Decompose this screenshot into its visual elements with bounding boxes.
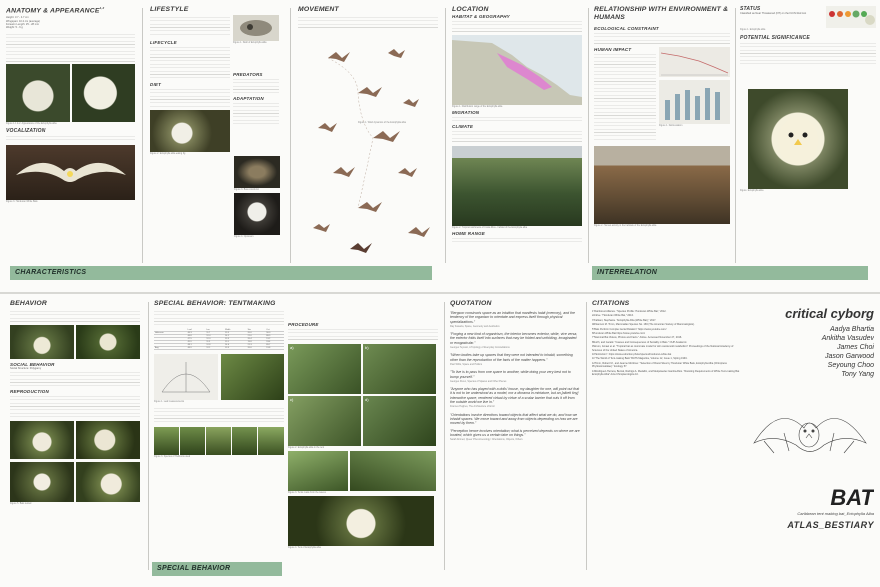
lifecycle-title: LIFECYCLE — [150, 40, 177, 45]
bat-photo-1 — [6, 64, 70, 122]
procedure-title: PROCEDURE — [288, 322, 319, 327]
bat-subtitle: Caribbean tent making bat_Ectophylla Alba — [797, 511, 874, 516]
human-impact-title: HUMAN IMPACT — [594, 47, 632, 52]
social-structure: Social Structure: Polygamy — [10, 367, 42, 370]
divider — [735, 8, 736, 263]
bat-movement-diagram — [298, 33, 438, 267]
quotation-section — [450, 300, 580, 581]
table-cell: 12.4 — [205, 335, 224, 338]
movement-section — [298, 6, 438, 287]
table-cell: 12.0 — [205, 338, 224, 341]
lifestyle-intro-text — [150, 15, 230, 37]
team-member: Ankitha Vasudev — [821, 335, 874, 342]
status-fig2-caption: Figure. Ectophylla alba — [740, 190, 764, 192]
climate-text — [452, 129, 582, 143]
citations-title: CITATIONS — [592, 300, 630, 307]
lifestyle-fig1-caption: Figure 1. Skull of Ectophylla alba — [233, 42, 267, 44]
deforestation-chart — [659, 47, 730, 77]
divider — [142, 8, 143, 263]
table-cell: 13.5 — [224, 332, 247, 335]
citation-item: 12Timm, Robert M., and Jeanne Mortimer. "Selection of Roost Sites by Honduran White Bats, Ectophylla Alba (Chiroptera: Phyllostomatidae)." Ecology 57. — [592, 361, 728, 369]
table-cell: 47.5 — [187, 338, 206, 341]
table-cell: 91.8 — [265, 347, 284, 350]
reproduction-photo-3 — [10, 462, 74, 502]
species-photo — [232, 427, 257, 455]
team-title: critical cyborg — [785, 306, 874, 321]
bat-flight-photo — [6, 145, 135, 200]
quote-item: "Bergson constructs space as an intuition that manifests habit (memory), and the tendency of the organism to orientate and express itself through physical specializations." Ray Kawaza, Space, Geometry and Aesthetics — [450, 311, 580, 329]
stat-height: Height: 3.7 - 4.7 cm — [6, 16, 29, 20]
atlas-title: ATLAS_BESTIARY — [787, 520, 874, 530]
procedure-text — [288, 327, 438, 341]
skull-icon — [233, 15, 279, 41]
citation-item: 8North, and Gerald. "Causes and Consequences of Sociality in Bats." OUP Academic. — [592, 340, 688, 344]
migration-title: MIGRATION — [452, 110, 480, 115]
citation-item: 11"The World of Tent-making Bats" BATS Magazine, Volume 12, Issue 1, Spring 1994. — [592, 357, 688, 361]
table-cell: 89.7 — [265, 344, 284, 347]
quote-source: Frances Hughes, The Architecture of Error — [450, 405, 495, 409]
bat-face-icon — [748, 89, 848, 189]
quote-source: Paul Willis, Space and Politics — [450, 362, 483, 366]
citation-item: 5"Bats Perform Complex Aerial Rotation" https://www.youtube.com/ — [592, 327, 667, 331]
lifestyle-fig2-caption: Figure 2. Ectophylla alba eating fig — [150, 153, 186, 155]
species-photo — [154, 427, 179, 455]
table-cell: 21.3 — [247, 344, 266, 347]
climate-title: CLIMATE — [452, 124, 474, 129]
adaptation-title: ADAPTATION — [233, 96, 264, 101]
table-cell: 14.6 — [224, 344, 247, 347]
relationship-section — [594, 6, 730, 287]
procedure-photo-a — [288, 344, 361, 394]
skull-photo — [233, 15, 279, 41]
map-icon — [452, 35, 582, 105]
tentmaking-fig1-caption: Figure 1. Leaf measurements — [154, 401, 185, 403]
quote-item: "Forging a new kind of organicism, the interior becomes exterior, while, vice versa, the exterior folds itself into surfaces that may be folded and unfolding, invaginated or exogastrular." Georges Teyssot, A Topology of Everyday Constellations — [450, 332, 580, 350]
procedure-fig2-caption: Figure 2. Ectophylla alba in the tent — [288, 447, 325, 449]
boa-photo — [234, 156, 280, 188]
bat-eating-photo — [150, 110, 230, 152]
poster-top-half — [0, 0, 880, 293]
quote-item: "When bodies take up spaces that they were not intended to inhabit, something other than the reproduction of the facts of the matter happens." Paul Willis, Space and Politics — [450, 353, 580, 367]
team-member: Tony Yang — [841, 371, 874, 378]
special-behavior-bar: SPECIAL BEHAVIOR — [152, 562, 282, 576]
location-fig2-caption: Figure 2. Tropical rainforests of Costa Rica - habitat of the Ectophylla alba — [452, 227, 528, 229]
citations-section — [592, 300, 742, 581]
citation-item: 3"Fabiani, Stephanie. "Ectophylla Alba (White Bat)," 2017. — [592, 318, 657, 322]
tent-leaves-photo — [288, 451, 348, 491]
location-fig1-caption: Figure 1. Distribution range of the Ectophylla alba — [452, 106, 503, 108]
divider — [444, 302, 445, 570]
anatomy-photos — [6, 64, 135, 122]
divider — [445, 8, 446, 263]
leaf-icon — [154, 354, 218, 400]
location-section — [452, 6, 582, 287]
table-cell: 46.3 — [187, 332, 206, 335]
migration-text — [452, 115, 582, 122]
quote-item: "Perception hence involves orientation; what is perceived depends on where we are located, which gives us a certain take on things." Sarah Ahmed, Queer Phenomenology: Orientations, Objects, Others — [450, 428, 580, 442]
bat-photo-2 — [72, 64, 135, 122]
procedure-fig3-caption: Figure 3. Tents made from the leaves — [288, 492, 326, 494]
table-header-cell: Leaf — [187, 329, 206, 332]
quote-item: "Orientations involve directions toward objects that affect what we do, and how we inhabit spaces. We move toward and away from objects depending on how we are moved by them." — [450, 412, 578, 426]
bat-title: BAT — [830, 485, 874, 510]
lifecycle-text — [150, 45, 230, 79]
citation-item: 10"Extinction". https://www.extinction.photo/species/honduran-white-bat — [592, 353, 672, 357]
divider — [148, 302, 149, 570]
predators-title: PREDATORS — [233, 72, 263, 77]
iucn-scale-icon — [826, 6, 876, 28]
behavior-photo-1 — [10, 325, 74, 359]
stat-weight: Weight: 5 - 6 g — [6, 26, 23, 30]
procedure-photo-b — [363, 344, 436, 394]
anatomy-fig3-caption: Figure 3. Honduran White Bats — [6, 200, 38, 203]
relationship-fig2-caption: Figure 2. Human activity in the habitats of the Ectophylla alba — [594, 225, 657, 227]
behavior-section — [10, 300, 140, 581]
iucn-status-bar — [826, 6, 876, 28]
lifestyle-fig3-caption: Figure 3. Boa constrictor — [234, 189, 260, 191]
bat-closeup-photo — [748, 89, 848, 189]
table-cell: 20.6 — [247, 347, 266, 350]
table-cell: 11.5 — [205, 341, 224, 344]
table-cell: 45.9 — [187, 341, 206, 344]
tentmaking-title: SPECIAL BEHAVIOR: TENTMAKING — [154, 300, 276, 307]
behavior-fig5-caption: Figure 5. Bats tented — [10, 503, 32, 506]
social-behavior-text — [10, 370, 140, 386]
quote-item: "To live is to pass from one space to another, while doing your very best not to bump yourself." Georges Perec, Species of Spaces and Other Pieces — [450, 370, 580, 384]
eco-constraint-text — [594, 31, 730, 44]
table-cell: 96.0 — [265, 332, 284, 335]
behavior-text — [10, 309, 140, 323]
anatomy-section — [6, 6, 135, 287]
tentmaking-text-2 — [154, 406, 284, 424]
tentmaking-text — [154, 309, 284, 326]
home-range-title: HOME RANGE — [452, 231, 486, 236]
predators-text — [233, 77, 279, 93]
table-cell: 13.9 — [224, 338, 247, 341]
leaf-diagram — [154, 354, 218, 400]
procedure-label-d: d) — [365, 397, 369, 402]
quotation-title: QUOTATION — [450, 300, 492, 307]
team-member: James Choi — [837, 344, 874, 351]
procedure-label-b: b) — [365, 345, 369, 350]
leaf-measurement-table — [154, 329, 284, 350]
anatomy-title: ANATOMY & APPEARANCE$^{1,2}$ — [6, 6, 105, 15]
behavior-title: BEHAVIOR — [10, 300, 47, 307]
reproduction-text — [10, 394, 140, 418]
rainforest-photo — [452, 146, 582, 226]
movement-fig1-caption: Figure 1. Wind dynamics of the Ectophylla alba — [358, 122, 406, 124]
lifestyle-title: LIFESTYLE — [150, 6, 189, 13]
relationship-title: RELATIONSHIP WITH ENVIRONMENT & HUMANS — [594, 6, 729, 21]
table-cell: 20.6 — [247, 332, 266, 335]
lifestyle-fig4-caption: Figure 4. Opossum — [234, 236, 254, 238]
quote-source: Georges Teyssot, A Topology of Everyday Constellations — [450, 346, 510, 350]
tent-bats-photo — [288, 496, 434, 546]
lifestyle-section — [150, 6, 280, 287]
quote-source: Ray Kawaza, Space, Geometry and Aesthetics — [450, 324, 500, 328]
table-cell: 13.1 — [224, 341, 247, 344]
movement-title: MOVEMENT — [298, 6, 339, 13]
quote-source: Sarah Ahmed, Queer Phenomenology: Orientations, Objects, Others — [450, 438, 523, 442]
table-cell: 12.1 — [205, 347, 224, 350]
species-photo — [180, 427, 205, 455]
procedure-fig4-caption: Figure 4. Tent of Ectophylla alba — [288, 547, 321, 549]
status-title: STATUS — [740, 6, 761, 12]
diet-title: DIET — [150, 82, 162, 87]
table-cell: 48.1 — [187, 344, 206, 347]
characteristics-bar: CHARACTERISTICS — [10, 266, 432, 280]
deforestation-graph — [659, 80, 730, 124]
human-activity-photo — [594, 146, 730, 224]
team-member: Seyoung Choo — [827, 362, 874, 369]
table-cell: 46.8 — [187, 335, 206, 338]
table-cell: 12.8 — [205, 344, 224, 347]
table-header-cell: Width — [224, 329, 247, 332]
anatomy-fig1-caption: Figure 1.1 & 2. Appearance of the Ectophylla alba — [6, 122, 57, 125]
procedure-grid — [288, 344, 438, 446]
quote-item: "Anyone who has played with a dolls' house, my daughter for one, will point out that it is not to be understood as a model, nor a diorama in miniature, but an [albeit tiny] interactive space, rendered virtual by virtue of a scalar barrier that cuts it off from the outside world we live in." Frances Hughes, The Architecture of Error — [450, 387, 580, 409]
social-behavior-title: SOCIAL BEHAVIOR — [10, 362, 55, 367]
status-section — [740, 6, 876, 287]
status-text: Classified as Near Threatened (NT) on the IUCN Red List — [740, 12, 807, 15]
potential-significance-text — [740, 41, 876, 65]
table-cell: 11.7 — [205, 332, 224, 335]
location-title: LOCATION — [452, 6, 489, 13]
procedure-label-c: c) — [290, 397, 294, 402]
vocalization-title: VOCALIZATION — [6, 127, 46, 134]
reproduction-title: REPRODUCTION — [10, 389, 49, 395]
citation-item: 6Honduran White Bat https://www.youtube.com/ — [592, 332, 646, 336]
heliconia-photo — [221, 354, 284, 400]
table-cell: 13.9 — [224, 347, 247, 350]
reproduction-photo-1 — [10, 421, 74, 459]
reproduction-photo-4 — [76, 462, 140, 502]
citation-item: 7"Mammal Bat Videos, Photos and Facts." Arkive. Accessed November 27, 2016. — [592, 336, 682, 340]
table-cell: 46.9 — [187, 347, 206, 350]
behavior-photo-2 — [76, 325, 140, 359]
citation-item: 2Arkive. "Honduran White Bat," 2016. — [592, 314, 634, 318]
quote-source: Georges Perec, Species of Spaces and Other Pieces — [450, 379, 507, 383]
divider — [290, 8, 291, 263]
tent-leaves-photo-2 — [350, 451, 436, 491]
procedure-photo-c — [288, 396, 361, 446]
species-photo — [206, 427, 231, 455]
anatomy-stats — [6, 16, 135, 30]
procedure-photo-d — [363, 396, 436, 446]
table-cell: Heliconia — [154, 332, 187, 335]
interrelation-bar: INTERRELATION — [592, 266, 868, 280]
table-cell: 21.0 — [247, 335, 266, 338]
poster-bottom-half — [0, 294, 880, 587]
divider — [586, 302, 587, 570]
habitat-title: HABITAT & GEOGRAPHY — [452, 14, 510, 19]
credits-section — [744, 300, 874, 581]
citation-item: 4Rhiannon M. Timm, Mammalian Species No. 166 (The American Society of Mammalogists). — [592, 323, 695, 327]
human-impact-text — [594, 52, 656, 142]
bar-chart-icon — [659, 80, 730, 124]
table-cell: Avg — [154, 347, 187, 350]
tentmaking-section — [154, 300, 284, 581]
citation-item: 13Rodriguez-Herrera, Bernal, Rodrigo A. Medellin, and Melquisedec Gamba-Rios. "Roosting Requirements of White Tent-making Bat Ectophylla Alba" Acta Chiropterologica 10. — [592, 369, 740, 377]
table-row — [154, 347, 284, 350]
team-member: Aadya Bhartia — [830, 326, 874, 333]
stat-wingspan: Wingspan: 10.2 cm (average) — [6, 19, 41, 23]
diet-text — [150, 87, 230, 107]
table-cell: 93.4 — [265, 341, 284, 344]
opossum-photo — [234, 193, 280, 235]
table-cell: 20.4 — [247, 338, 266, 341]
table-cell: 19.8 — [247, 341, 266, 344]
citation-item: 1"Rainforest Alliance. "Species Profile: Honduran White Bat," 2012. — [592, 310, 667, 313]
status-fig-caption: Figure 1. Ectophylla alba — [740, 29, 766, 31]
table-cell: 88.9 — [265, 335, 284, 338]
bat-sketch-icon — [744, 383, 874, 483]
vocalization-text — [6, 134, 135, 143]
team-member: Jason Garwood — [824, 353, 874, 360]
flying-bat-icon — [6, 145, 135, 200]
relationship-fig1-caption: Figure 1. Deforestation — [659, 125, 683, 127]
home-range-text — [452, 236, 582, 243]
table-cell: 14.2 — [224, 335, 247, 338]
citation-item: 9Simon, Ismael et al. "Tropical bat as roommate model for skin carotenoid metabolism" Proceedings of the National Academy of Sciences of the United States of America. — [592, 345, 734, 352]
eco-constraint-title: ECOLOGICAL CONSTRAINT — [594, 26, 659, 31]
anatomy-body-text — [6, 32, 135, 62]
stat-forearm: Forearm Length: 25 - 28 mm — [6, 23, 40, 27]
adaptation-text — [233, 101, 279, 125]
reproduction-photo-2 — [76, 421, 140, 459]
movement-text — [298, 15, 438, 29]
table-header-cell: Cut — [265, 329, 284, 332]
table-cell: 91.2 — [265, 338, 284, 341]
heliconia-species-strip — [154, 427, 284, 455]
table-header-cell: Sta — [247, 329, 266, 332]
species-photo — [258, 427, 284, 455]
divider — [588, 8, 589, 263]
distribution-map — [452, 35, 582, 105]
potential-significance-title: POTENTIAL SIGNIFICANCE — [740, 35, 810, 41]
procedure-label-a: a) — [290, 345, 294, 350]
habitat-text — [452, 19, 582, 32]
tentmaking-fig3-caption: Figure 3. Species of Heliconia used — [154, 456, 191, 458]
chart-icon — [659, 47, 730, 77]
table-header-cell: Len — [205, 329, 224, 332]
procedure-section — [288, 300, 438, 581]
